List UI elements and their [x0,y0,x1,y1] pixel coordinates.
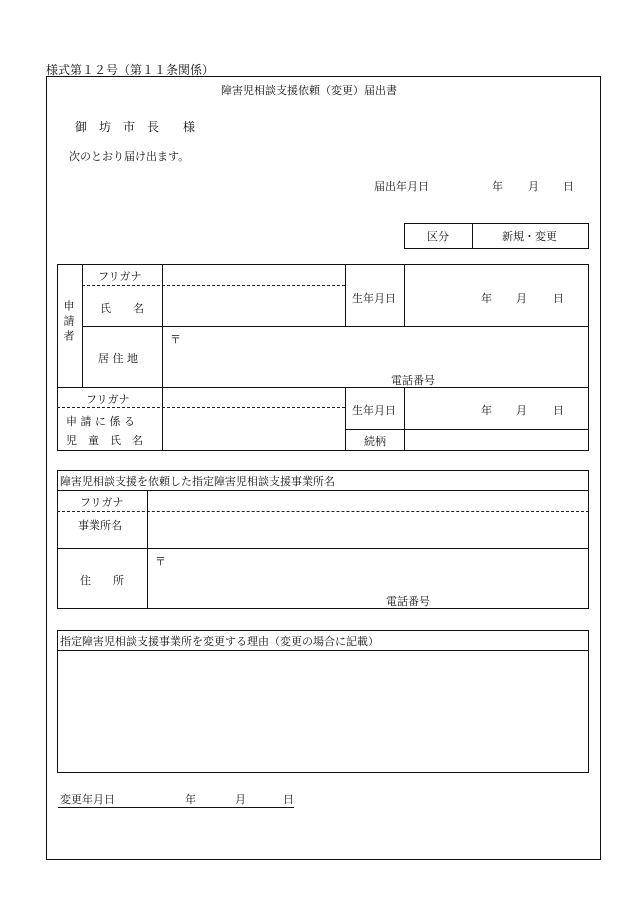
applicant-birth-label: 生年月日 [352,292,396,305]
applicant-name-label: 氏 名 [100,302,144,315]
submission-month: 月 [528,180,539,193]
addressee: 御 坊 市 長 様 [75,120,196,134]
child-birth-day: 日 [553,404,564,417]
applicant-furigana-label: フリガナ [98,270,142,283]
submission-year: 年 [492,180,503,193]
office-postal-mark: 〒 [155,555,166,568]
change-date-day: 日 [283,793,294,806]
change-date-month: 月 [235,793,246,806]
child-name-label-line1: 申 請 に 係 る [66,415,135,428]
child-name-label-line2: 児 童 氏 名 [66,434,143,447]
submission-day: 日 [563,180,574,193]
applicant-postal-mark: 〒 [170,333,181,346]
reason-box [57,630,589,773]
applicant-address-label: 居 住 地 [98,352,138,365]
child-relation-label: 続柄 [364,435,386,448]
office-heading: 障害児相談支援を依頼した指定障害児相談支援事業所名 [60,475,335,488]
applicant-birth-month: 月 [516,292,527,305]
change-date-label: 変更年月日 [60,793,115,806]
applicant-birth-year: 年 [481,292,492,305]
kubun-value: 新規・変更 [502,230,557,243]
reason-heading: 指定障害児相談支援事業所を変更する理由（変更の場合に記載） [60,635,379,648]
child-birth-label: 生年月日 [352,404,396,417]
applicant-phone-label: 電話番号 [391,374,435,387]
office-name-label: 事業所名 [78,519,122,532]
office-address-label: 住 所 [80,574,124,587]
child-birth-month: 月 [516,404,527,417]
applicant-birth-day: 日 [553,292,564,305]
form-title: 障害児相談支援依頼（変更）届出書 [221,84,397,97]
change-date-underline [58,807,294,808]
office-phone-label: 電話番号 [386,595,430,608]
change-date-year: 年 [185,793,196,806]
submission-date-label: 届出年月日 [374,180,429,193]
applicant-group-label: 申請者 [62,300,75,345]
child-furigana-label: フリガナ [86,393,130,406]
child-birth-year: 年 [481,404,492,417]
office-furigana-label: フリガナ [80,496,124,509]
kubun-label: 区分 [427,230,449,243]
form-number: 様式第１２号（第１１条関係） [46,63,215,77]
intro-text: 次のとおり届け出ます。 [69,150,190,163]
